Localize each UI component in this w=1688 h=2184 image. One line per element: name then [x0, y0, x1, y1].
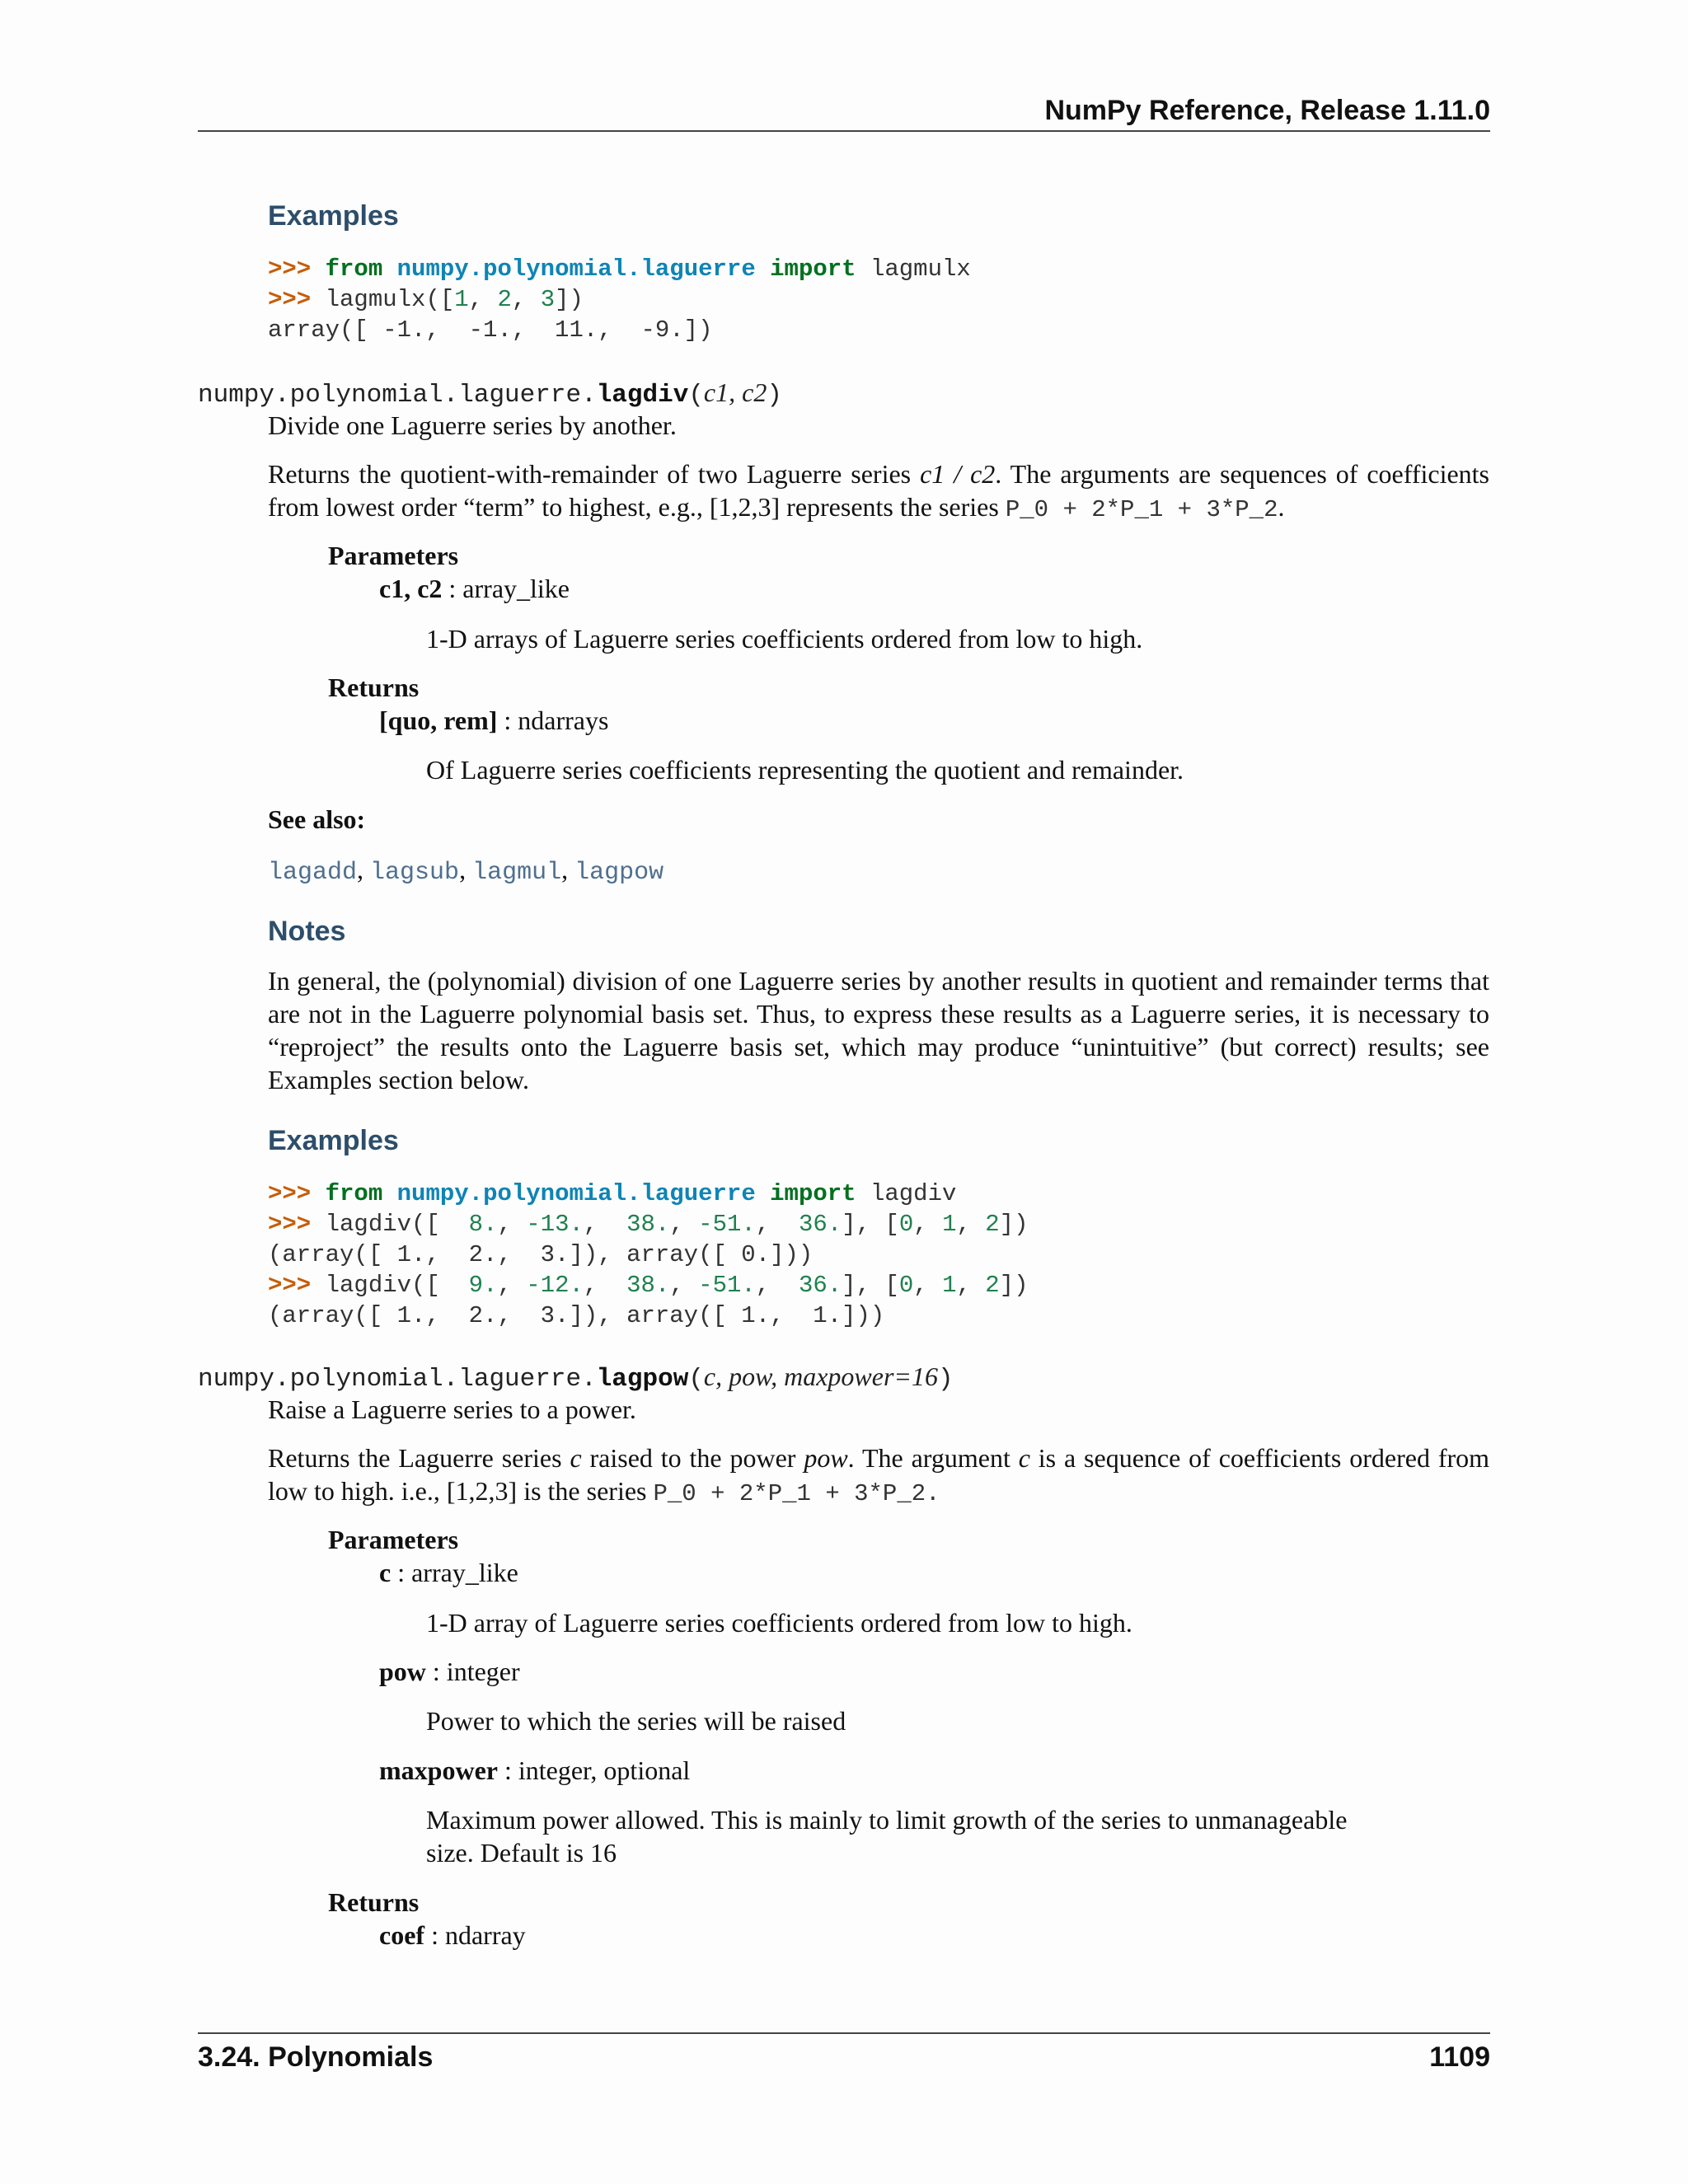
code-output: array([ -1., -1., 11., -9.]) — [268, 316, 713, 344]
parameter-description: 1-D array of Laguerre series coefficients ordered from low to high. — [426, 1608, 1132, 1638]
running-header: NumPy Reference, Release 1.11.0 — [1044, 95, 1490, 126]
code-number: 1 — [942, 1211, 957, 1238]
signature-arg: c — [703, 1361, 716, 1391]
inline-code: P_0 + 2*P_1 + 3*P_2. — [653, 1480, 940, 1507]
code-punct: , — [755, 1272, 799, 1299]
parameter-name: pow — [379, 1657, 426, 1686]
code-number: -51. — [698, 1272, 756, 1299]
code-punct: , — [956, 1272, 986, 1299]
signature-sep: , — [771, 1361, 785, 1391]
return-entry — [379, 704, 608, 737]
return-type: : ndarray — [424, 1920, 526, 1950]
code-punct: , — [956, 1211, 986, 1238]
footer-page-number: 1109 — [1429, 2041, 1490, 2073]
code-output: (array([ 1., 2., 3.]), array([ 0.])) — [268, 1241, 814, 1268]
signature-paren: ) — [767, 381, 782, 410]
code-number: 2 — [985, 1211, 1000, 1238]
function-summary: Divide one Laguerre series by another. — [268, 410, 677, 440]
code-line — [268, 284, 971, 315]
signature-function-name: lagpow — [596, 1365, 689, 1394]
description-text: Returns the quotient-with-remainder of two Laguerre series — [268, 459, 921, 489]
code-number: 1 — [454, 286, 469, 313]
parameter-type: : array_like — [442, 574, 570, 603]
code-keyword: from — [325, 1180, 383, 1207]
description-text: . — [1278, 492, 1285, 522]
signature-arg: pow — [729, 1361, 771, 1391]
code-number: -12. — [526, 1272, 584, 1299]
notes-heading: Notes — [268, 916, 346, 947]
code-number: 38. — [626, 1272, 670, 1299]
footer-section: 3.24. Polynomials — [198, 2041, 434, 2073]
code-number: -13. — [526, 1211, 584, 1238]
code-line — [268, 254, 971, 284]
code-keyword: import — [770, 255, 856, 283]
parameter-type: : integer — [425, 1657, 520, 1686]
signature-paren: ) — [938, 1365, 954, 1394]
description-math: c — [570, 1443, 582, 1473]
code-number: -51. — [698, 1211, 756, 1238]
returns-heading: Returns — [328, 1887, 420, 1917]
code-punct: ], [ — [842, 1272, 899, 1299]
parameter-name: c1, c2 — [379, 574, 443, 603]
function-description — [268, 457, 1489, 527]
code-number: 2 — [497, 286, 512, 313]
return-entry — [379, 1919, 526, 1952]
code-punct: , — [497, 1272, 527, 1299]
code-prompt: >>> — [268, 1272, 312, 1299]
code-punct: ]) — [999, 1211, 1029, 1238]
code-text: lagdiv([ — [325, 1272, 455, 1299]
signature-paren: ( — [688, 1365, 704, 1394]
code-keyword: from — [325, 255, 383, 283]
code-punct: , — [497, 1211, 527, 1238]
inline-code: P_0 + 2*P_1 + 3*P_2 — [1005, 496, 1278, 523]
parameter-type: : integer, optional — [497, 1755, 691, 1785]
see-also-heading: See also: — [268, 804, 366, 834]
signature-module: numpy.polynomial.laguerre. — [198, 1365, 597, 1394]
description-text: Returns the Laguerre series — [268, 1443, 570, 1473]
examples-heading: Examples — [268, 200, 399, 232]
code-number: 36. — [799, 1211, 842, 1238]
function-summary: Raise a Laguerre series to a power. — [268, 1394, 636, 1424]
code-block — [268, 254, 971, 345]
code-punct: , — [583, 1211, 627, 1238]
code-output: (array([ 1., 2., 3.]), array([ 1., 1.])) — [268, 1302, 885, 1329]
see-also-list — [268, 853, 663, 889]
function-signature-lagpow — [198, 1360, 954, 1396]
see-also-link-lagsub[interactable]: lagsub — [370, 859, 460, 887]
notes-text: In general, the (polynomial) division of one Laguerre series by another results in quotient and remainder terms that are not in the Laguerre polynomial basis set. Thus, to express these results as a Laguerre series, it is necessary to “reproject” the results onto the Laguerre basis set, which may produce “unintuitive” (but correct) results; see Examples section below. — [268, 966, 1489, 1094]
parameter-name: c — [379, 1558, 392, 1587]
parameter-description: Power to which the series will be raised — [426, 1706, 846, 1736]
signature-arg: c1 — [703, 377, 729, 407]
code-line — [268, 1179, 1029, 1209]
return-description: Of Laguerre series coefficients representing the quotient and remainder. — [426, 755, 1184, 785]
function-description — [268, 1441, 1489, 1511]
code-name: lagdiv — [870, 1180, 957, 1207]
code-prompt: >>> — [268, 286, 312, 313]
signature-arg: maxpower=16 — [784, 1361, 938, 1391]
code-number: 0 — [898, 1272, 914, 1299]
description-text: is a sequence of coefficients ordered from low to high. i.e., [1,2,3] is the series — [268, 1443, 1490, 1506]
description-math: c1 / c2 — [920, 459, 996, 489]
description-text: . The argument — [847, 1443, 1019, 1473]
code-name: lagmulx — [325, 286, 426, 313]
return-name: [quo, rem] — [379, 705, 498, 735]
parameter-entry — [379, 1655, 520, 1688]
signature-module: numpy.polynomial.laguerre. — [198, 381, 597, 410]
description-math: pow — [804, 1443, 848, 1473]
code-prompt: >>> — [268, 1211, 312, 1238]
code-line — [268, 1209, 1029, 1240]
code-punct: ([ — [425, 286, 455, 313]
see-also-link-lagpow[interactable]: lagpow — [574, 859, 664, 887]
code-number: 36. — [799, 1272, 842, 1299]
code-punct: ]) — [999, 1272, 1029, 1299]
code-punct: ]) — [555, 286, 584, 313]
parameters-heading: Parameters — [328, 1525, 459, 1554]
code-punct: , — [913, 1272, 943, 1299]
code-module: numpy.polynomial.laguerre — [396, 1180, 756, 1207]
parameter-entry — [379, 1754, 690, 1787]
signature-paren: ( — [688, 381, 704, 410]
parameter-entry — [379, 572, 570, 605]
signature-arg: c2 — [742, 377, 767, 407]
parameters-heading: Parameters — [328, 541, 459, 570]
code-keyword: import — [770, 1180, 856, 1207]
list-separator: , — [561, 855, 575, 884]
code-punct: , — [583, 1272, 627, 1299]
code-punct: ], [ — [842, 1211, 899, 1238]
signature-sep: , — [729, 377, 743, 407]
returns-heading: Returns — [328, 673, 420, 702]
parameter-description: Maximum power allowed. This is mainly to limit growth of the series to unmanageable size. Default is 16 — [426, 1805, 1348, 1868]
description-text: . The arguments are sequences of coefficients from lowest order “term” to highest, e.g., [1,2,3] represents the series — [268, 459, 1489, 522]
header-rule — [198, 130, 1490, 132]
code-block — [268, 1179, 1029, 1331]
return-type: : ndarrays — [497, 705, 609, 735]
code-number: 2 — [985, 1272, 1000, 1299]
parameter-type: : array_like — [391, 1558, 518, 1587]
code-punct: , — [669, 1272, 699, 1299]
code-text: lagdiv([ — [325, 1211, 455, 1238]
code-line — [268, 1270, 1029, 1301]
code-prompt: >>> — [268, 1180, 312, 1207]
list-separator: , — [459, 855, 473, 884]
signature-sep: , — [715, 1361, 729, 1391]
examples-heading: Examples — [268, 1125, 399, 1156]
footer-rule — [198, 2032, 1490, 2034]
code-number: 0 — [898, 1211, 914, 1238]
code-punct: , — [913, 1211, 943, 1238]
code-punct: , — [511, 286, 541, 313]
code-punct: , — [468, 286, 498, 313]
description-text: raised to the power — [581, 1443, 804, 1473]
return-name: coef — [379, 1920, 425, 1950]
parameter-entry — [379, 1556, 518, 1589]
code-punct: , — [755, 1211, 799, 1238]
code-module: numpy.polynomial.laguerre — [396, 255, 756, 283]
code-number: 3 — [540, 286, 556, 313]
code-name: lagmulx — [870, 255, 971, 283]
see-also-link-lagadd[interactable]: lagadd — [268, 859, 358, 887]
description-math: c — [1018, 1443, 1030, 1473]
code-number: 1 — [942, 1272, 957, 1299]
list-separator: , — [357, 855, 371, 884]
signature-function-name: lagdiv — [596, 381, 689, 410]
code-number: 38. — [626, 1211, 670, 1238]
parameter-description: 1-D arrays of Laguerre series coefficients ordered from low to high. — [426, 624, 1143, 654]
function-signature-lagdiv — [198, 376, 782, 412]
code-number: 9. — [454, 1272, 498, 1299]
code-punct: , — [669, 1211, 699, 1238]
parameter-name: maxpower — [379, 1755, 498, 1785]
code-prompt: >>> — [268, 255, 312, 283]
see-also-link-lagmul[interactable]: lagmul — [472, 859, 562, 887]
code-number: 8. — [454, 1211, 498, 1238]
